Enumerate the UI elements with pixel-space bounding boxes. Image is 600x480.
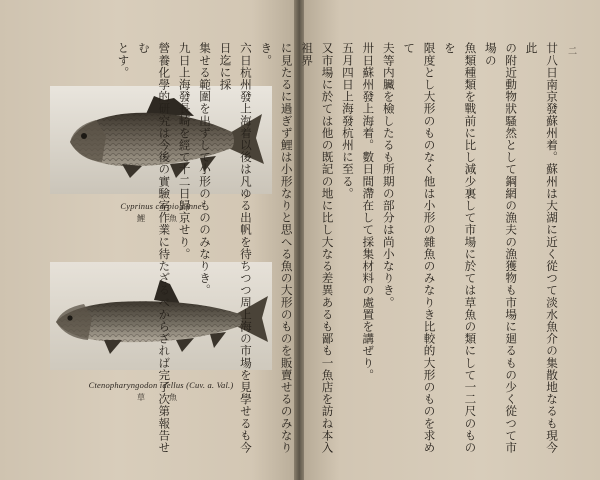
text-line: 五月四日上海發杭州に至る。 [340,42,355,200]
grass-carp-latin-caption: Ctenopharyngodon idellus (Cuv. a. Val.) [88,380,234,390]
text-line: に見たるに過ぎず鯉は小形なりと思へる魚の大形のものを販賣せるのみなりき。 [259,42,294,454]
text-line: 限度とし大形のものなく他は小形の雜魚のみなりき比較的大形のものを求めて [402,42,437,454]
text-line: 卅日蘇州發上海着。數日間滯在して採集材料の處置を講ぜり。 [361,42,376,381]
carp-japanese-caption: 鯉 魚 [137,214,185,223]
text-line: 夫等内臟を檢したるも所期の部分は尚小なりき。 [381,42,396,309]
carp-latin-caption: Cyprinus carpio Linne [120,201,202,211]
text-line: とす。 [116,42,131,79]
text-line: 集せる範圍を出ずして小形のもののみなりき。 [198,42,213,297]
grass-carp-japanese-caption: 草 魚 [137,393,185,402]
text-line: 九日上海發長崎を經て十二日歸京せり。 [177,42,192,260]
text-line: 廿八日南京發蘇州着。蘇州は大湖に近く從つて淡水魚介の集散地なるも現今此 [524,42,559,454]
text-line: 魚類種類を戰前に比し減少裏して市場に於ては草魚の類にして一二尺のものを [442,42,478,454]
text-line: 營養化學的研究は今後の實驗室作業に待たざるべからざれば完了次第報告せむ [136,42,172,454]
text-line: の附近動物狀騷然として鋼網の漁夫の漁獲物も市場に廻るもの少く從つて市場の [483,42,519,454]
page-number: 二 [566,46,576,55]
text-line: 六日杭州發上海着以後は凡ゆる出帆を待ちつつ周上海の市場を見學せるも今日迄に採 [218,42,253,454]
text-line: 又市場に於ては他の既記の地に比し大なる差異あるも鄙も一魚店を訪ね本入祖界 [300,42,335,454]
